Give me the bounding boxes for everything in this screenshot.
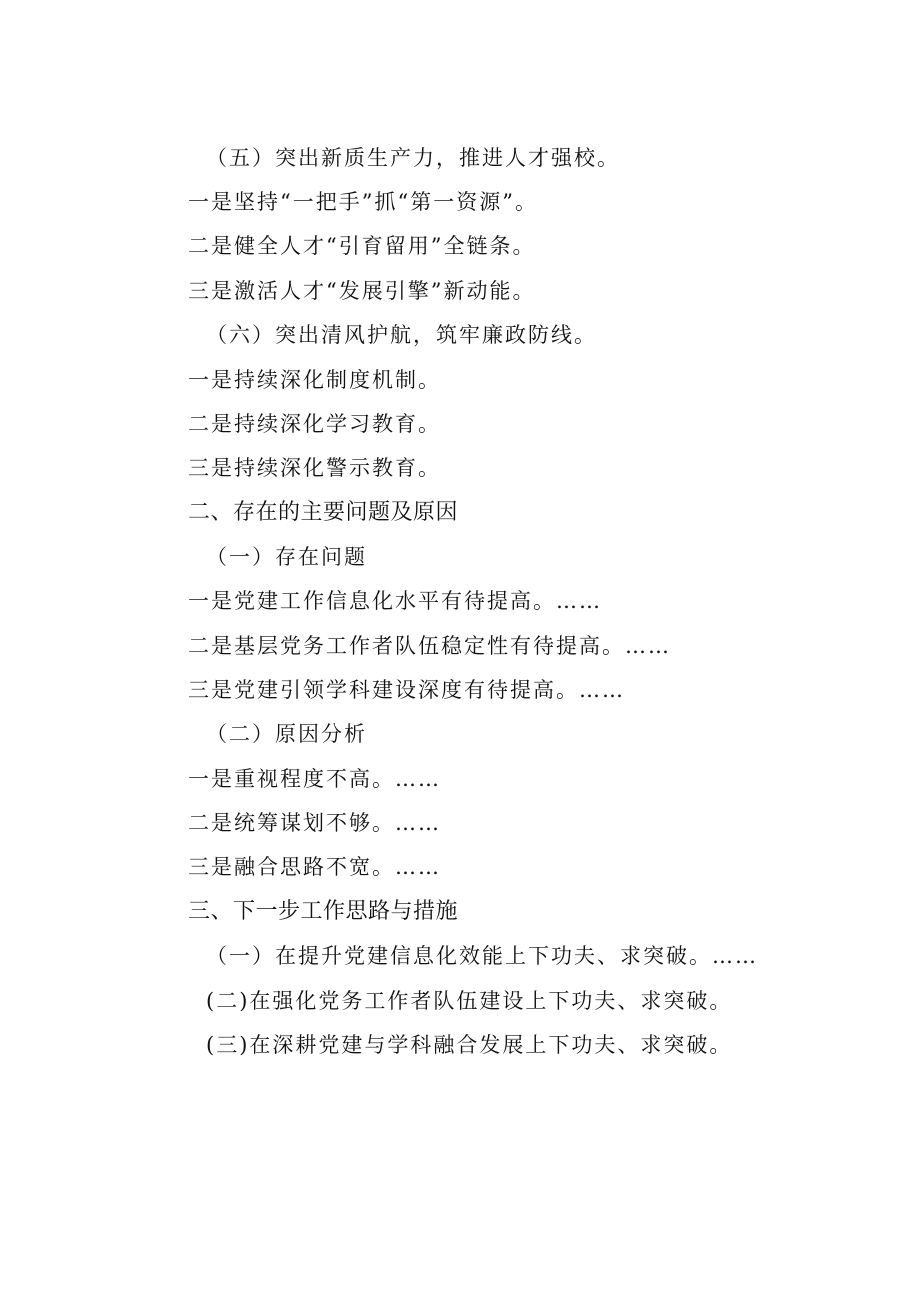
subsection-6-title: （六）突出清风护航，筑牢廉政防线。 [206,323,597,347]
section-2-sub-2-item-1: 一是重视程度不高。…… [188,767,441,791]
subsection-6-item-1: 一是持续深化制度机制。 [188,368,441,392]
subsection-6-item-3: 三是持续深化警示教育。 [188,456,441,480]
subsection-5-item-3: 三是激活人才“发展引擎”新动能。 [188,279,536,303]
subsection-5-title: （五）突出新质生产力，推进人才强校。 [206,146,620,170]
section-3-item-2: (二)在强化党务工作者队伍建设上下功夫、求突破。 [206,989,733,1013]
subsection-5-item-2: 二是健全人才“引育留用”全链条。 [188,234,536,258]
section-2-sub-1-title: （一）存在问题 [206,545,367,569]
section-2-sub-1-item-2: 二是基层党务工作者队伍稳定性有待提高。…… [188,634,671,658]
section-2-sub-1-item-1: 一是党建工作信息化水平有待提高。…… [188,589,602,613]
section-3-item-1: （一）在提升党建信息化效能上下功夫、求突破。…… [206,944,758,968]
section-2-heading: 二、存在的主要问题及原因 [188,500,459,525]
section-2-sub-1-item-3: 三是党建引领学科建设深度有待提高。…… [188,678,625,702]
subsection-6-item-2: 二是持续深化学习教育。 [188,412,441,436]
section-3-item-3: (三)在深耕党建与学科融合发展上下功夫、求突破。 [206,1033,733,1057]
section-3-heading: 三、下一步工作思路与措施 [188,899,459,924]
subsection-5-item-1: 一是坚持“一把手”抓“第一资源”。 [188,190,538,214]
section-2-sub-2-item-2: 二是统筹谋划不够。…… [188,811,441,835]
section-2-sub-2-item-3: 三是融合思路不宽。…… [188,855,441,879]
section-2-sub-2-title: （二）原因分析 [206,722,367,746]
